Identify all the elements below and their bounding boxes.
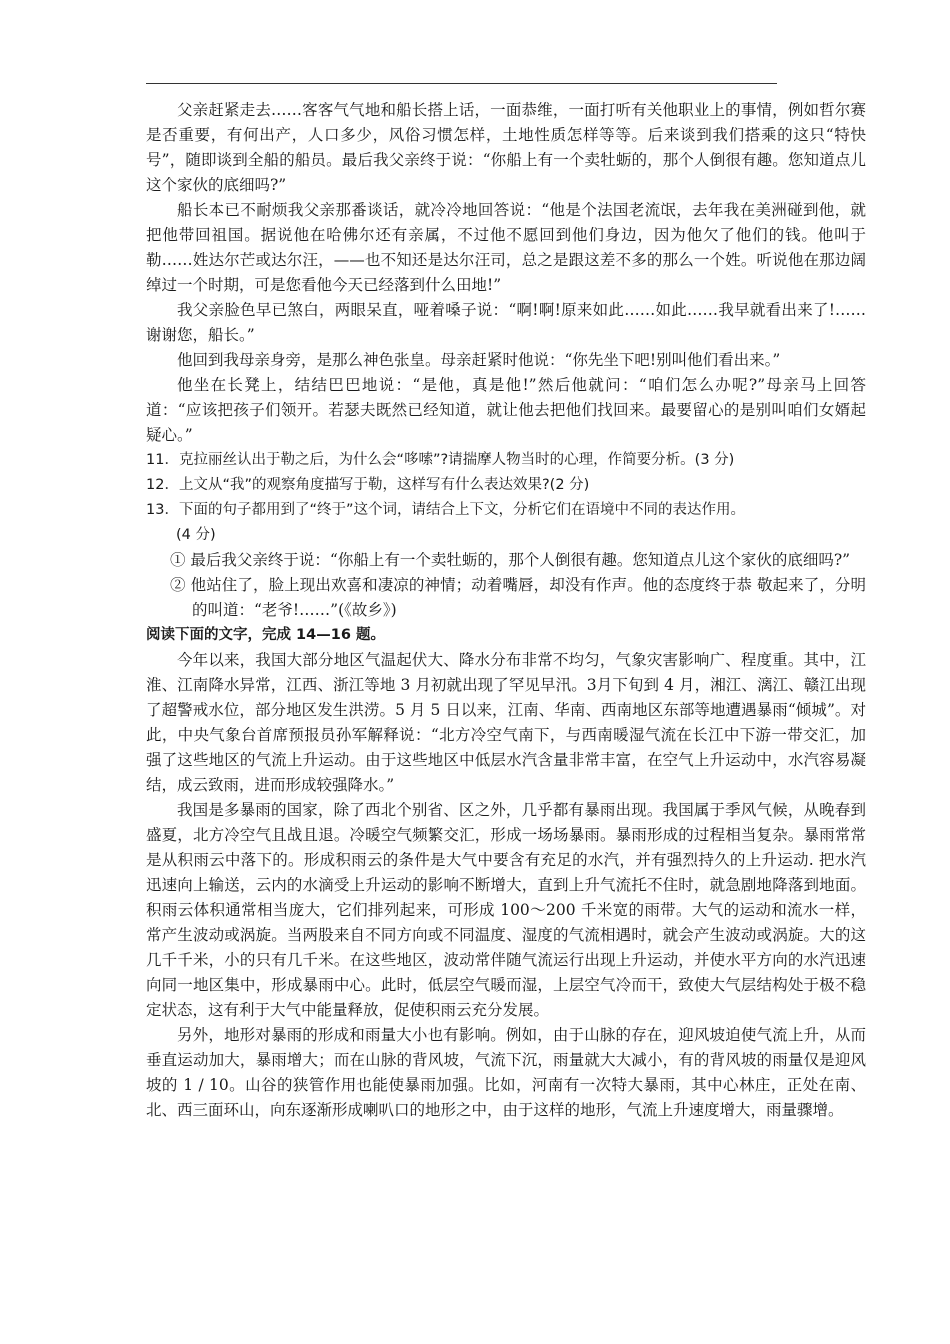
question-13-score: (4 分) bbox=[176, 527, 216, 543]
article-paragraph-3: 另外，地形对暴雨的形成和雨量大小也有影响。例如，由于山脉的存在，迎风坡迫使气流上升，从而垂直运动加大，暴雨增大；而在山脉的背风坡，气流下沉，雨量就大大减小，有的背风坡的雨量仅是迎风坡的 1 / 10。山谷的狭管作用也能使暴雨加强。比如，河南有一次特大暴雨，其中心林庄，正处在南、北、西三面环山，向东逐渐形成喇叭口的地形之中，由于这样的地形，气流上升速度增大，雨量骤增。 bbox=[146, 1026, 866, 1119]
section-heading: 阅读下面的文字，完成 14—16 题。 bbox=[146, 627, 385, 643]
story-paragraph-3: 我父亲脸色早已煞白，两眼呆直，哑着嗓子说：“啊!啊!原来如此……如此……我早就看出来了!……谢谢您，船长。” bbox=[146, 301, 866, 344]
story-paragraph-2: 船长本已不耐烦我父亲那番谈话，就冷冷地回答说：“他是个法国老流氓，去年我在美洲碰到他，就把他带回祖国。据说他在哈佛尔还有亲属，不过他不愿回到他们身边，因为他欠了他们的钱。他叫于勒……姓达尔芒或达尔汪，——也不知还是达尔汪司，总之是跟这差不多的那么一个姓。听说他在那边阔绰过一个时期，可是您看他今天已经落到什么田地!” bbox=[146, 201, 866, 294]
article-paragraph-2: 我国是多暴雨的国家，除了西北个别省、区之外，几乎都有暴雨出现。我国属于季风气候，从晚春到盛夏，北方冷空气且战且退。冷暖空气频繁交汇，形成一场场暴雨。暴雨形成的过程相当复杂。暴雨常常是从积雨云中落下的。形成积雨云的条件是大气中要含有充足的水汽，并有强烈持久的上升运动. 把水汽迅速向上输送，云内的水滴受上升运动的影响不断增大，直到上升气流托不住时，就急剧地降落到地面。积雨云体积通常相当庞大，它们排列起来，可形成 100～200 千米宽的雨带。大气的运动和流水一样，常产生波动或涡旋。当两股来自不同方向或不同温度、湿度的气流相遇时，就会产生波动或涡旋。大的这几千千米，小的只有几千米。在这些地区，波动常伴随气流运行出现上升运动，并使水平方向的水汽迅速向同一地区集中，形成暴雨中心。此时，低层空气暖而湿，上层空气冷而干，致使大气层结构处于极不稳定状态，这有利于大气中能量释放，促使积雨云充分发展。 bbox=[146, 801, 866, 1019]
article-paragraph-1: 今年以来，我国大部分地区气温起伏大、降水分布非常不均匀，气象灾害影响广、程度重。其中，江淮、江南降水异常，江西、浙江等地 3 月初就出现了罕见早汛。3月下旬到 4 月，湘江、漓江、赣江出现了超警戒水位，部分地区发生洪涝。5 月 5 日以来，江南、华南、西南地区东部等地遭遇暴雨“倾城”。对此，中央气象台首席预报员孙军解释说：“北方冷空气南下，与西南暖湿气流在长江中下游一带交汇，加强了这些地区的气流上升运动。由于这些地区中低层水汽含量非常丰富，在空气上升运动中，水汽容易凝结，成云致雨，进而形成较强降水。” bbox=[146, 651, 866, 794]
header-rule bbox=[146, 83, 777, 84]
story-paragraph-4: 他回到我母亲身旁，是那么神色张皇。母亲赶紧时他说：“你先坐下吧!别叫他们看出来。” bbox=[177, 351, 781, 369]
question-13: 13．下面的句子都用到了“终于”这个词，请结合上下文，分析它们在语境中不同的表达作用。 bbox=[146, 502, 745, 518]
document-body bbox=[146, 98, 866, 1123]
question-13-sentence-2: ② 他站住了，脸上现出欢喜和凄凉的神情；动着嘴唇，却没有作声。他的态度终于恭 敬起来了，分明的叫道：“老爷!……”(《故乡》) bbox=[170, 576, 866, 619]
story-paragraph-1: 父亲赶紧走去……客客气气地和船长搭上话，一面恭维，一面打听有关他职业上的事情，例如哲尔赛是否重要，有何出产，人口多少，风俗习惯怎样，土地性质怎样等等。后来谈到我们搭乘的这只“特快号”，随即谈到全船的船员。最后我父亲终于说：“你船上有一个卖牡蛎的，那个人倒很有趣。您知道点儿这个家伙的底细吗?” bbox=[146, 101, 866, 194]
question-11: 11．克拉丽丝认出于勒之后，为什么会“哆嗦”?请揣摩人物当时的心理，作简要分析。(3 分) bbox=[146, 452, 735, 468]
question-12: 12．上文从“我”的观察角度描写于勒，这样写有什么表达效果?(2 分) bbox=[146, 477, 590, 493]
question-13-sentence-1: ① 最后我父亲终于说：“你船上有一个卖牡蛎的，那个人倒很有趣。您知道点儿这个家伙的底细吗?” bbox=[170, 551, 851, 569]
story-paragraph-5: 他坐在长凳上，结结巴巴地说：“是他，真是他!”然后他就问：“咱们怎么办呢?”母亲马上回答道：“应该把孩子们领开。若瑟夫既然已经知道，就让他去把他们找回来。最要留心的是别叫咱们女婿起疑心。” bbox=[146, 376, 866, 444]
